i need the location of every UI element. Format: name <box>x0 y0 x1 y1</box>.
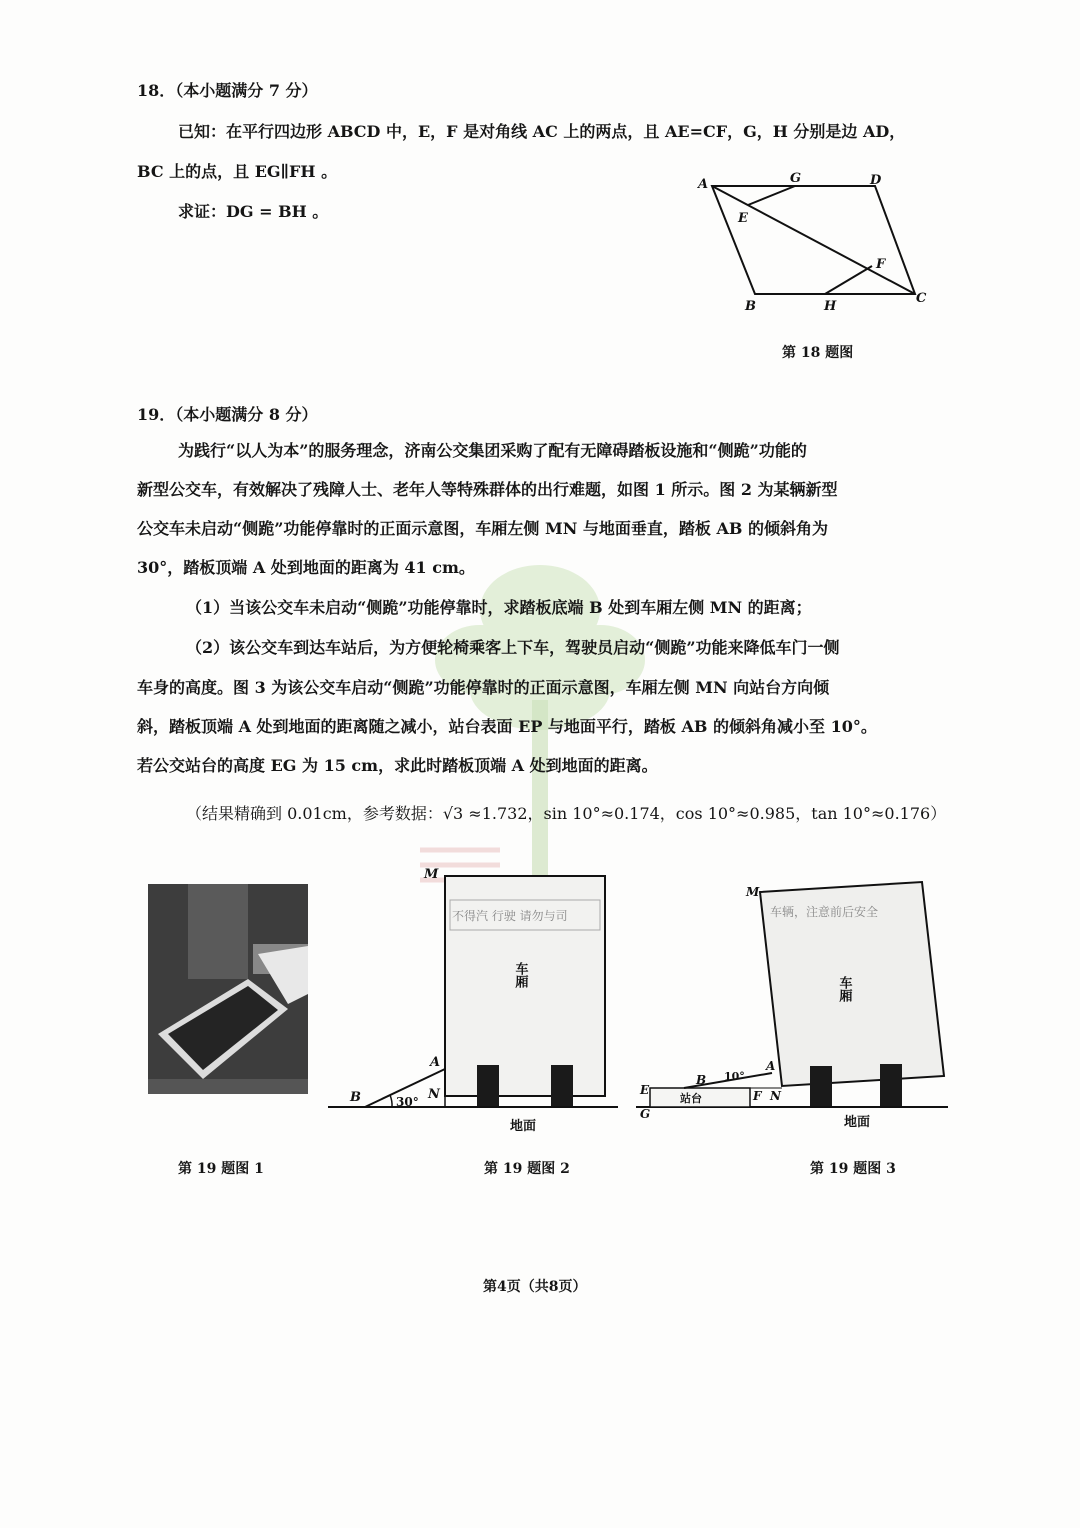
fig3-label-n: N <box>770 1089 781 1103</box>
label-g: G <box>790 171 802 186</box>
q18-text-line1: 已知：在平行四边形 ABCD 中，E，F 是对角线 AC 上的两点，且 AE=CF，G，H 分别是边 AD， <box>178 122 906 141</box>
q19-fig3-caption: 第 19 题图 3 <box>810 1161 896 1177</box>
q19-fig1-photo <box>148 884 308 1094</box>
wheel-right <box>551 1065 573 1107</box>
fig2-label-a: A <box>430 1055 441 1070</box>
label-c: C <box>916 291 927 306</box>
q19-heading: 19．（本小题满分 8 分） <box>137 405 318 424</box>
q19-sub1: （1）当该公交车未启动“侧跪”功能停靠时，求踏板底端 B 处到车厢左侧 MN 的距离； <box>186 598 812 617</box>
q19-para-line4: 30°，踏板顶端 A 处到地面的距离为 41 cm。 <box>137 558 475 577</box>
q18-text-line3: 求证：DG = BH 。 <box>178 202 329 221</box>
page-number: 第4页（共8页） <box>483 1279 587 1295</box>
fig3-label-g: G <box>640 1107 651 1121</box>
q18-text-line2: BC 上的点，且 EG∥FH 。 <box>137 162 338 181</box>
q19-sub2-line4: 若公交站台的高度 EG 为 15 cm，求此时踏板顶端 A 处到地面的距离。 <box>137 756 658 775</box>
fig2-label-m: M <box>424 867 439 882</box>
segment-fh <box>825 266 872 294</box>
bus-faded-text: 不得汽 行驶 请勿与司 <box>452 909 568 923</box>
q19-reference-note: （结果精确到 0.01cm，参考数据：√3 ≈1.732，sin 10°≈0.174，cos 10°≈0.985，tan 10°≈0.176） <box>186 804 947 823</box>
q19-fig2-caption: 第 19 题图 2 <box>484 1161 570 1177</box>
q19-sub2-line3: 斜，踏板顶端 A 处到地面的距离随之减小，站台表面 EP 与地面平行，踏板 AB 的倾斜角减小至 10°。 <box>137 717 877 736</box>
q19-para-line2: 新型公交车，有效解决了残障人士、老年人等特殊群体的出行难题，如图 1 所示。图 2 为某辆新型 <box>137 480 838 499</box>
fig3-bus-label: 车厢 <box>836 976 852 1002</box>
wheel3-right <box>880 1064 902 1106</box>
fig3-label-a: A <box>766 1059 776 1073</box>
label-e: E <box>738 211 748 226</box>
diagonal-ac <box>712 186 915 294</box>
fig3-angle-label: 10° <box>724 1070 745 1083</box>
label-b: B <box>745 299 756 314</box>
label-a: A <box>698 177 709 192</box>
q18-parallelogram-figure <box>690 168 940 318</box>
segment-eg <box>748 186 795 205</box>
fig3-label-m: M <box>746 885 760 899</box>
fig3-label-f: F <box>753 1089 762 1103</box>
fig2-angle-label: 30° <box>396 1095 419 1109</box>
q19-sub2-line2: 车身的高度。图 3 为该公交车启动“侧跪”功能停靠时的正面示意图，车厢左侧 MN 向站台方向倾 <box>137 678 830 697</box>
fig3-label-e: E <box>640 1083 650 1097</box>
fig3-label-b: B <box>696 1073 707 1087</box>
q19-fig1-caption: 第 19 题图 1 <box>178 1161 264 1177</box>
q19-sub2-line1: （2）该公交车到达车站后，为方便轮椅乘客上下车，驾驶员启动“侧跪”功能来降低车门一侧 <box>186 638 840 657</box>
q19-para-line1: 为践行“以人为本”的服务理念，济南公交集团采购了配有无障碍踏板设施和“侧跪”功能的 <box>178 441 807 460</box>
q19-fig3-diagram <box>632 876 952 1140</box>
wheel-left <box>477 1065 499 1107</box>
label-d: D <box>870 173 882 188</box>
wheel3-left <box>810 1066 832 1106</box>
q19-para-line3: 公交车未启动“侧跪”功能停靠时的正面示意图，车厢左侧 MN 与地面垂直，踏板 AB 的倾斜角为 <box>137 519 828 538</box>
fig2-label-n: N <box>428 1087 440 1102</box>
label-h: H <box>824 299 837 314</box>
q18-heading: 18．（本小题满分 7 分） <box>137 81 318 100</box>
q18-figure-caption: 第 18 题图 <box>782 345 854 361</box>
bus3-faded-text: 车辆，注意前后安全 <box>770 905 879 919</box>
q19-fig2-diagram <box>320 860 620 1140</box>
label-f: F <box>876 257 886 272</box>
fig2-ground-label: 地面 <box>510 1119 537 1134</box>
fig2-bus-label: 车厢 <box>512 962 528 988</box>
fig3-platform-label: 站台 <box>680 1092 702 1105</box>
fig3-ground-label: 地面 <box>844 1115 871 1130</box>
fig2-label-b: B <box>350 1090 361 1105</box>
